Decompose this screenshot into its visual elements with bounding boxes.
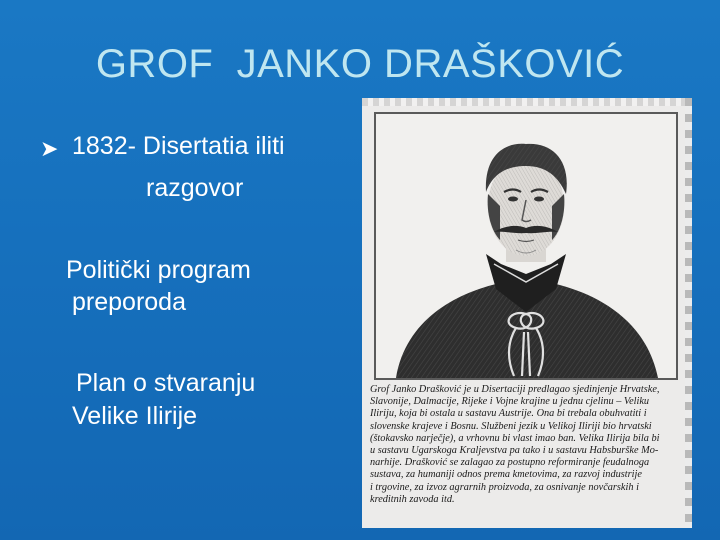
paragraph-1-line-2: preporoda bbox=[72, 288, 186, 316]
paragraph-1-line-1: Politički program bbox=[66, 256, 251, 284]
portrait-frame bbox=[374, 112, 678, 380]
arrow-bullet-icon: ➤ bbox=[40, 136, 59, 161]
portrait-illustration bbox=[376, 114, 676, 378]
slide-title: GROF JANKO DRAŠKOVIĆ bbox=[95, 42, 625, 86]
portrait-caption bbox=[370, 384, 688, 506]
paragraph-2-line-2: Velike Ilirije bbox=[72, 402, 198, 430]
caption-line: narhije. Drašković se zalagao za postupno reformiranje feudalnoga bbox=[370, 457, 650, 469]
caption-line: kreditnih zavoda itd. bbox=[370, 493, 455, 505]
caption-line: i trgovine, za izvoz agrarnih proizvoda, za osnivanje novčarskih i bbox=[370, 481, 639, 493]
caption-line: Iliriju, koja bi ostala u sastavu Austrije. Ona bi trebala obuhvatiti i bbox=[370, 408, 647, 420]
paragraph-2-line-1: Plan o stvaranju bbox=[76, 369, 256, 397]
scan-top-edge bbox=[362, 98, 692, 106]
bullet-line-2: razgovor bbox=[146, 174, 244, 202]
caption-line: sustava, za humaniji odnos prema kmetovima, za razvoj industrije bbox=[370, 469, 642, 481]
caption-line: u sastavu Ugarskoga Kraljevstva pa tako i u sastavu Habsburške Mo- bbox=[370, 445, 659, 457]
book-scan-image bbox=[362, 98, 692, 528]
caption-line: (štokavsko narječje), a vrhovnu bi vlast imao ban. Velika Ilirija bila bi bbox=[370, 432, 660, 444]
caption-line: slovenske krajeve i Bosnu. Službeni jezik u Velikoj Iliriji bio hrvatski bbox=[370, 420, 652, 432]
bullet-line-1: 1832- Disertatia iliti bbox=[72, 132, 285, 160]
caption-line: Grof Janko Drašković je u Disertaciji predlagao sjedinjenje Hrvatske, bbox=[370, 384, 660, 395]
caption-line: Slavonije, Dalmacije, Rijeke i Vojne krajine u jednu cjelinu – Veliku bbox=[370, 396, 650, 408]
